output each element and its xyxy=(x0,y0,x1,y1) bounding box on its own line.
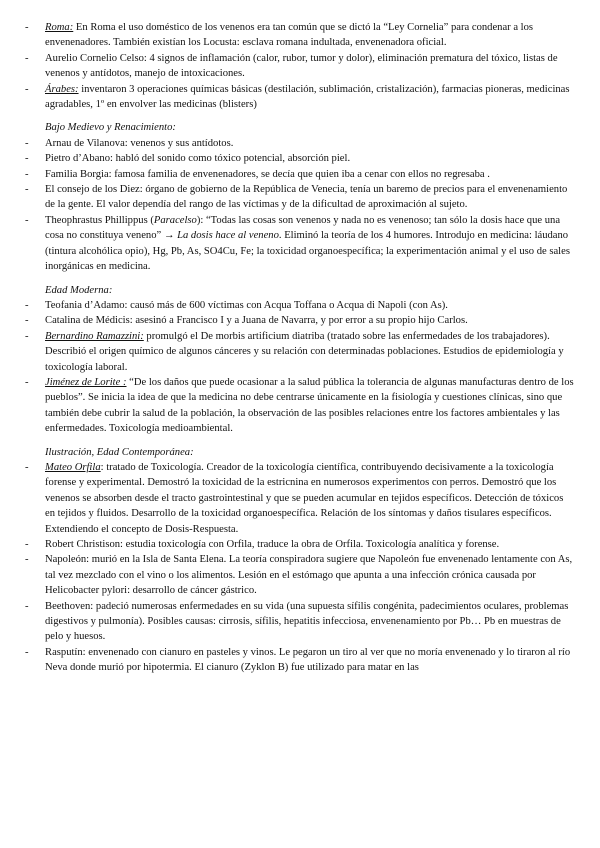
list-item-christison xyxy=(0,537,600,552)
heading-contemporary: Ilustración, Edad Contemporánea: xyxy=(45,446,194,458)
list-item-roma xyxy=(0,20,600,51)
list-item-celso xyxy=(0,51,600,82)
list-item-beethoven xyxy=(0,599,600,645)
contemporary-list xyxy=(0,460,600,676)
list-item-napoleon xyxy=(0,552,600,598)
text-diez: El consejo de los Diez: órgano de gobierno de la República de Venecia, tenía un baremo de precios para el envenenamiento de la gente. El valor dependía del rango de las víctimas y de la dificultad de aproximación al sujeto. xyxy=(45,184,568,211)
list-item-arabes xyxy=(0,82,600,113)
mid-paracelso: ): “Todas las cosas son venenos y nada no es venenoso; tan sólo la dosis hace que una cosa no constituya veneno” → xyxy=(45,214,561,242)
list-item-diez xyxy=(0,182,600,213)
list-item-teofania xyxy=(0,298,600,313)
text-borgia: Familia Borgia: famosa familia de envenenadores, se decía que quien iba a cenar con ellos no regresaba . xyxy=(45,168,490,180)
text-vilanova: Arnau de Vilanova: venenos y sus antídotos. xyxy=(45,137,234,149)
heading-medieval: Bajo Medievo y Renacimiento: xyxy=(45,122,176,134)
text-celso: Aurelio Cornelio Celso: 4 signos de inflamación (calor, rubor, tumor y dolor), eliminación prematura del tóxico, listas de venenos y antídotos, manejo de intoxicaciones. xyxy=(45,52,558,80)
list-item-ramazzini xyxy=(0,329,600,375)
list-item-vilanova xyxy=(0,136,600,151)
text-napoleon: Napoleón: murió en la Isla de Santa Elena. La teoría conspiradora sugiere que Napoleón fue envenenado lentamente con As, tal vez mezclado con el vino o los alimentos. Lesión en el estómago que apunta a una infección crónica causada por Helicobacter pylori: desarrollo de cáncer gástrico. xyxy=(45,554,573,597)
label-paracelso: Paracelso xyxy=(153,214,197,226)
text-roma: En Roma el uso doméstico de los venenos era tan común que se dictó la “Ley Cornelia” para condenar a los envenenadores. También existían los Locusta: esclava romana indultada, envenenadora oficial. xyxy=(45,22,534,49)
list-item-borgia xyxy=(0,167,600,182)
heading-modern: Edad Moderna: xyxy=(45,284,113,296)
label-roma: Roma: xyxy=(45,22,74,33)
label-arabes: Árabes: xyxy=(45,83,79,95)
quote-paracelso: La dosis hace al veneno xyxy=(177,230,279,242)
pre-paracelso: Theophrastus Phillippus ( xyxy=(45,214,154,226)
document-page xyxy=(0,20,600,676)
modern-list xyxy=(0,298,600,437)
text-rasputin: Rasputín: envenenado con cianuro en pasteles y vinos. Le pegaron un tiro al ver que no moría envenenado y lo tiraron al río Neva donde murió por hipotermia. El cianuro (Zyklon B) fue utilizado para matar en las xyxy=(45,646,571,674)
text-abano: Pietro d’Abano: habló del sonido como tóxico potencial, absorción piel. xyxy=(45,153,351,165)
medieval-list xyxy=(0,136,600,275)
list-item-paracelso xyxy=(0,213,600,275)
label-ramazzini: Bernardino Ramazzini: xyxy=(45,330,144,342)
text-medicis: Catalina de Médicis: asesinó a Francisco I y a Juana de Navarra, y por error a su propio hijo Carlos. xyxy=(45,315,468,327)
label-orfila: Mateo Orfila xyxy=(45,461,101,473)
text-paracelso: . Eliminó la teoría de los 4 humores. Introdujo en medicina: láudano (tintura alcohólica opio), Hg, Pb, As, SO4Cu, Fe; la toxicidad organoespecífica; la experimentación animal y el uso de sales inorgánicas en medicina. xyxy=(45,230,570,273)
text-ramazzini: promulgó el De morbis artificium diatriba (tratado sobre las enfermedades de los trabajadores). Describió el origen químico de algunos cánceres y su relación con determinadas poblaciones. Estudios de epidemiología y toxicología laboral. xyxy=(45,330,564,373)
label-lorite: Jiménez de Lorite : xyxy=(45,376,127,388)
text-orfila: : tratado de Toxicología. Creador de la toxicología científica, contribuyendo decisivamente a la toxicología forense y experimental. Demostró la toxicidad de la estricnina en numerosos experimentos con perros. Demostró que los venenos se absorben desde el tracto gastrointestinal y que se pueden acumular en tejidos específicos. Detección de tóxicos en tejidos y fluidos. Desarrollo de la toxicidad organoespecífica. Relación de los síntomas y daños tisulares específicos. Extendiendo el concepto de Dosis-Respuesta. xyxy=(45,461,564,535)
list-item-abano xyxy=(0,151,600,166)
text-beethoven: Beethoven: padeció numerosas enfermedades en su vida (una supuesta sífilis congénita, padecimientos oculares, problemas digestivos y pulmonía). Posibles causas: cirrosis, sífilis, hepatitis infecciosa, envenenamiento por Pb… Pb en muestras de pelo y huesos. xyxy=(45,600,569,643)
text-christison: Robert Christison: estudia toxicología con Orfila, traduce la obra de Orfila. Toxicología analítica y forense. xyxy=(45,539,500,550)
text-lorite: “De los daños que puede ocasionar a la salud pública la tolerancia de algunas manufacturas dentro de los pueblos”. Se inicia la idea de que la medicina no debe centrarse únicamente en la fisiología y cuestiones clínicas, sino que también debe cubrir la salud de la población, la observación de las posibles relaciones entre los factores ambientales y las enfermedades. Toxicología medioambiental. xyxy=(45,376,574,435)
list-item-lorite xyxy=(0,375,600,437)
text-teofania: Teofania d’Adamo: causó más de 600 víctimas con Acqua Toffana o Acqua di Napoli (con As). xyxy=(45,299,448,311)
ancient-list xyxy=(0,20,600,112)
list-item-rasputin xyxy=(0,645,600,676)
list-item-orfila xyxy=(0,460,600,537)
text-arabes: inventaron 3 operaciones químicas básicas (destilación, sublimación, cristalización), farmacias pioneras, medicinas agradables, 1º en envolver las medicinas (blisters) xyxy=(45,83,570,111)
list-item-medicis xyxy=(0,313,600,328)
